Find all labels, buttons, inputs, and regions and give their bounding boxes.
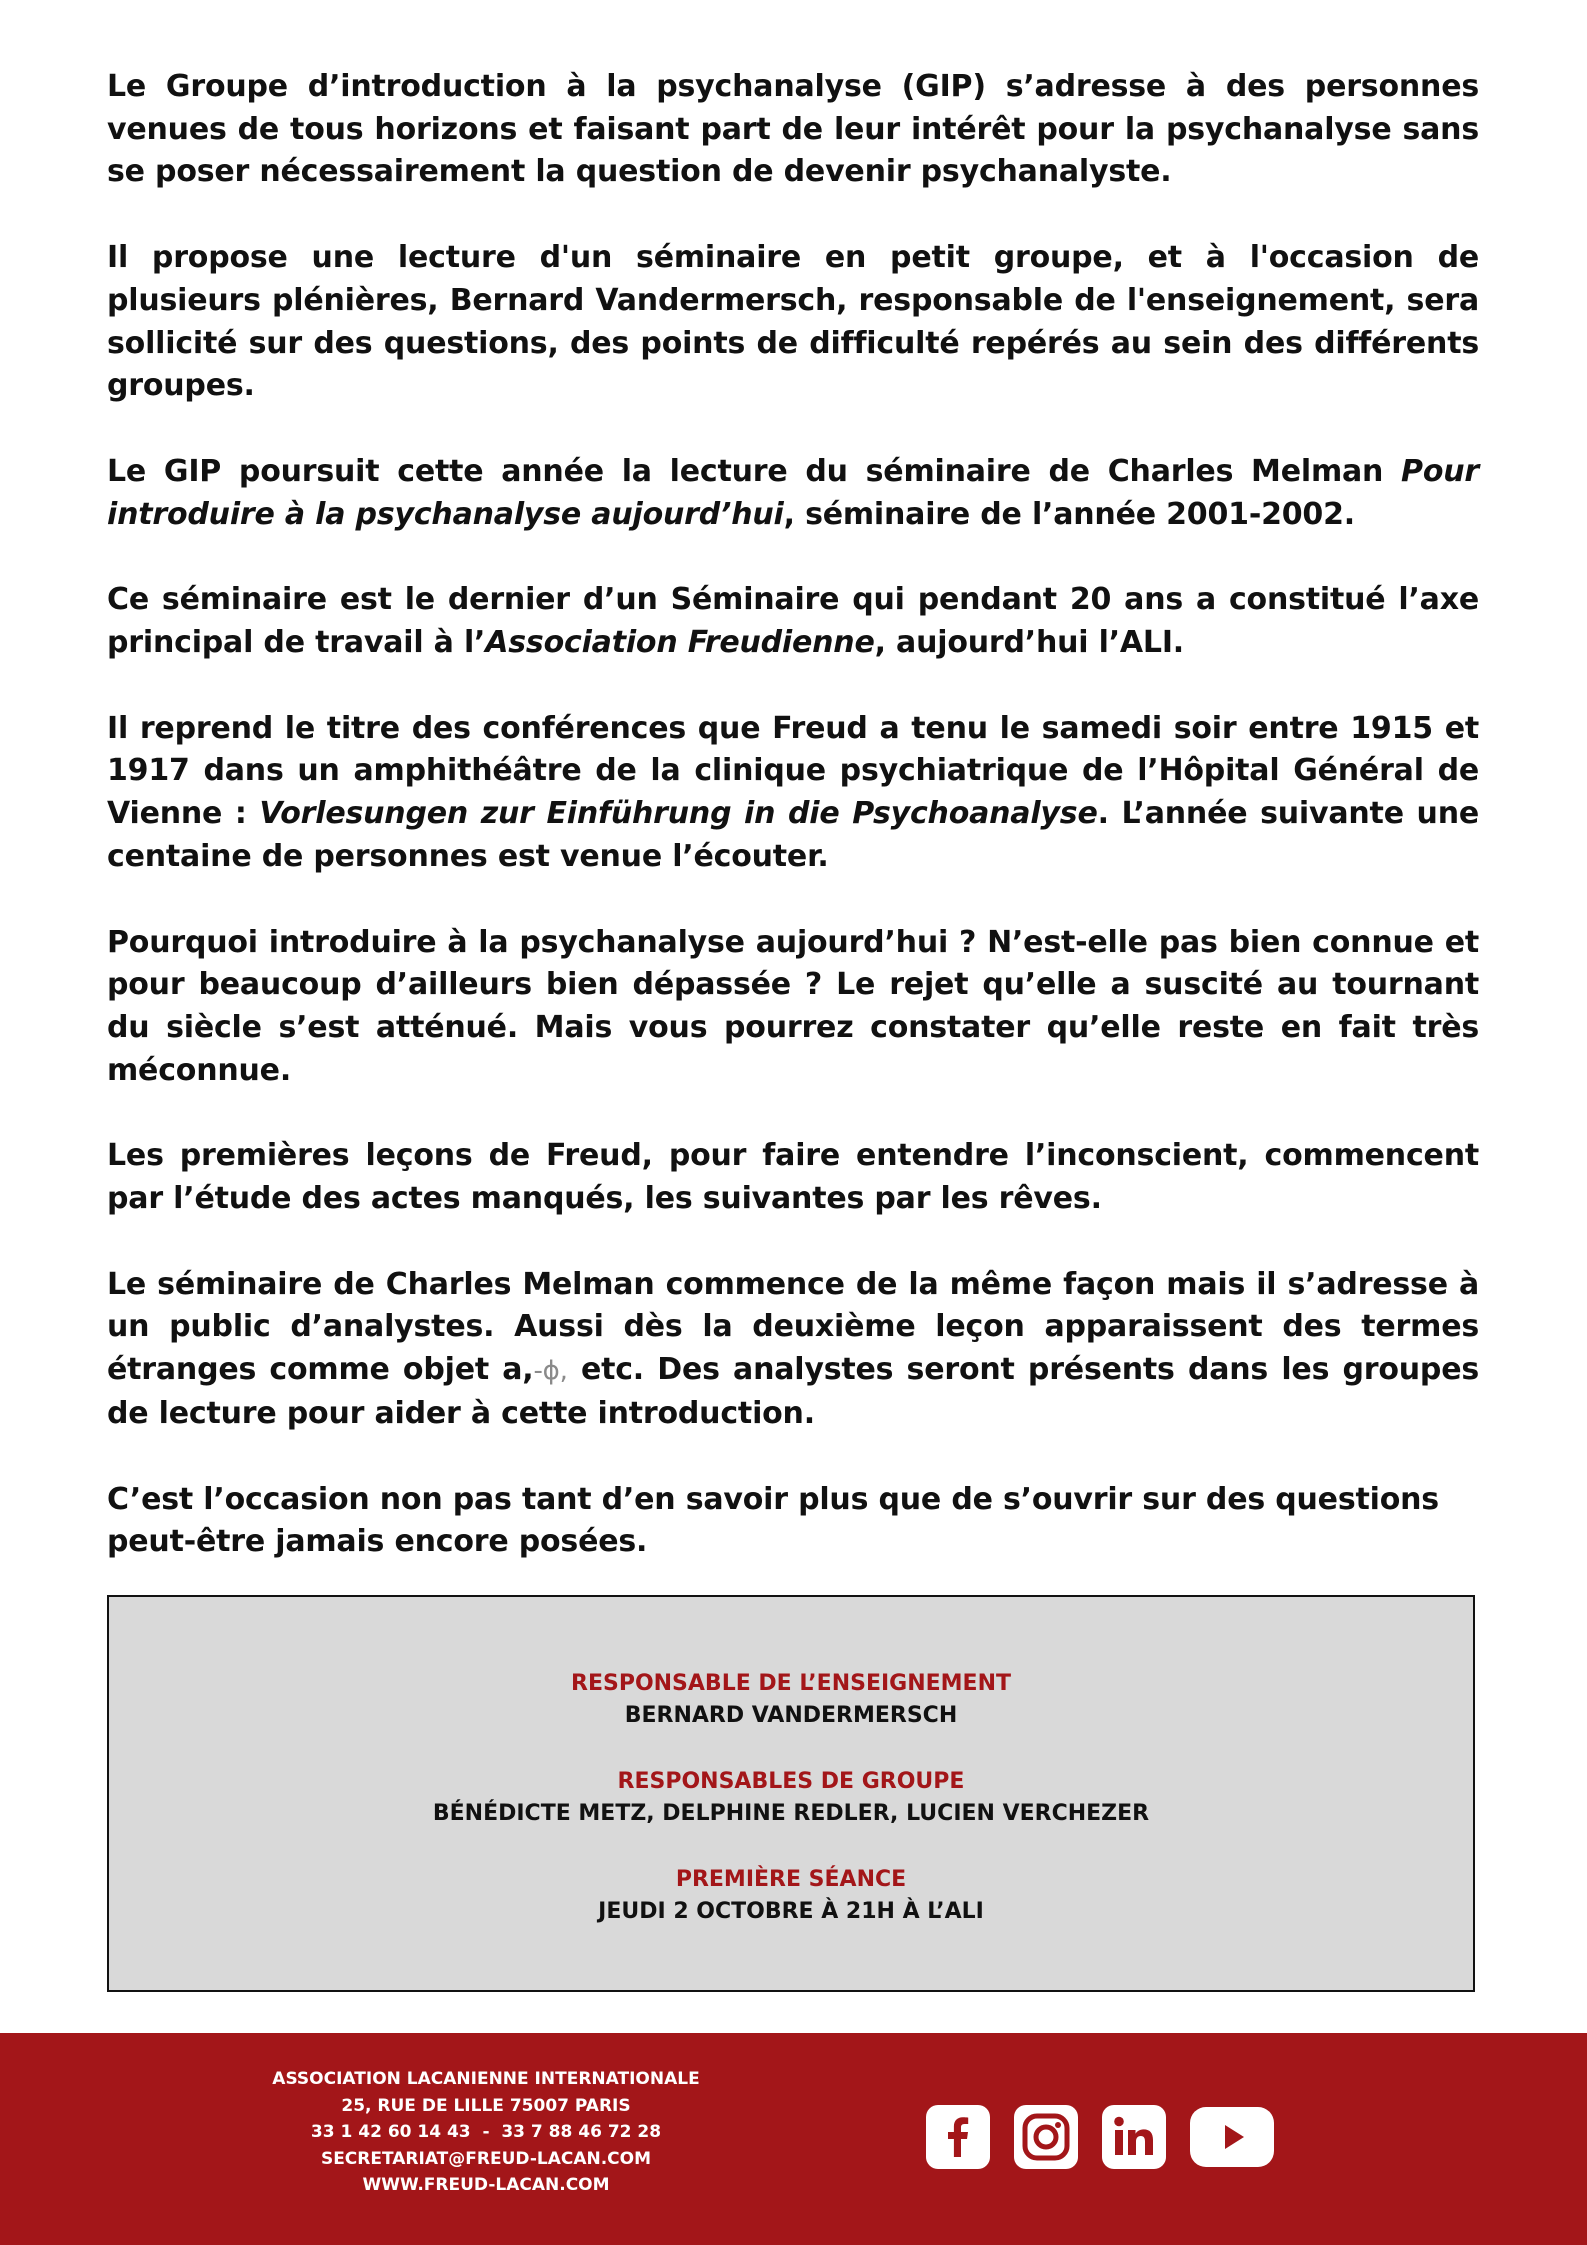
paragraph-melman: [107, 1264, 1479, 1436]
paragraph-freud-text: Il reprend le titre des conférences que Freud a tenu le samedi soir entre 1915 et 1917 dans un amphithéâtre de la clinique psychiatrique de l’Hôpital Général de Vienne :: [107, 710, 1479, 832]
paragraph-history-tail: , aujourd’hui l’ALI.: [874, 625, 1184, 661]
paragraph-closing-line1: C’est l’occasion non pas tant d’en savoir plus que de s’ouvrir sur des questions: [107, 1481, 1439, 1517]
linkedin-icon[interactable]: [1102, 2105, 1166, 2169]
first-session-value: JEUDI 2 OCTOBRE À 21H À L’ALI: [598, 1899, 984, 1924]
paragraph-intro-text: Le Groupe d’introduction à la psychanalyse (GIP) s’adresse à des personnes venues de tous horizons et faisant part de leur intérêt pour la psychanalyse sans se poser nécessairement la question de devenir psychanalyste.: [107, 69, 1479, 190]
seminar-title: Pour introduire à la psychanalyse aujourd’hui: [107, 453, 1479, 532]
footer: [0, 2033, 1587, 2245]
groups-value: BÉNÉDICTE METZ, DELPHINE REDLER, LUCIEN VERCHEZER: [432, 1801, 1150, 1826]
youtube-icon[interactable]: [1190, 2107, 1274, 2167]
paragraph-freud: [107, 708, 1479, 879]
website-link[interactable]: WWW.FREUD-LACAN.COM: [362, 2175, 610, 2195]
instagram-icon[interactable]: [1014, 2105, 1078, 2169]
teaching-value: BERNARD VANDERMERSCH: [624, 1703, 958, 1728]
organization-name: ASSOCIATION LACANIENNE INTERNATIONALE: [272, 2069, 700, 2089]
footer-address: [246, 2066, 726, 2199]
paragraph-why: [107, 922, 1479, 1093]
paragraph-intro: [107, 66, 1479, 194]
paragraph-closing-line2: peut-être jamais encore posées.: [107, 1524, 648, 1560]
lectures-title: Vorlesungen zur Einführung in die Psychoanalyse: [259, 796, 1098, 832]
paragraph-lessons-text: Les premières leçons de Freud, pour faire entendre l’inconscient, commencent par l’étude des actes manqués, les suivantes par les rêves.: [107, 1138, 1479, 1217]
main-content: [107, 66, 1479, 1607]
paragraph-seminar: [107, 451, 1479, 536]
paragraph-why-text: Pourquoi introduire à la psychanalyse aujourd’hui ? N’est-elle pas bien connue et pour beaucoup d’ailleurs bien dépassée ? Le rejet qu’elle a suscité au tournant du siècle s’est atténué. Mais vous pourrez constater qu’elle reste en fait très méconnue.: [107, 924, 1479, 1088]
paragraph-freud-tail: . L’année suivante une centaine de personnes est venue l’écouter.: [107, 796, 1480, 874]
paragraph-melman-tail: etc. Des analystes seront présents dans les groupes de lecture pour aider à cette introduction.: [107, 1352, 1479, 1431]
paragraph-format: [107, 237, 1479, 408]
groups-label: RESPONSABLES DE GROUPE: [617, 1769, 965, 1794]
paragraph-seminar-tail: , séminaire de l’année 2001-2002.: [783, 496, 1355, 532]
paragraph-closing: [107, 1479, 1479, 1564]
paragraph-seminar-text: Le GIP poursuit cette année la lecture du séminaire de Charles Melman: [107, 453, 1402, 489]
minus-phi-symbol: -ϕ,: [533, 1356, 568, 1387]
social-links: [926, 2105, 1274, 2169]
paragraph-history: [107, 579, 1479, 664]
paragraph-history-text: Ce séminaire est le dernier d’un Séminaire qui pendant 20 ans a constitué l’axe principal de travail à l’: [107, 582, 1479, 661]
first-session-label: PREMIÈRE SÉANCE: [675, 1867, 907, 1892]
facebook-icon[interactable]: [926, 2105, 990, 2169]
paragraph-melman-text: Le séminaire de Charles Melman commence de la même façon mais il s’adresse à un public d’analystes. Aussi dès la deuxième leçon apparaissent des termes étranges comme objet a,: [107, 1266, 1479, 1388]
street-address: 25, RUE DE LILLE 75007 PARIS: [341, 2095, 631, 2116]
teaching-label: RESPONSABLE DE L’ENSEIGNEMENT: [571, 1671, 1011, 1696]
paragraph-lessons: [107, 1135, 1479, 1220]
info-box: [107, 1595, 1475, 1992]
paragraph-format-text: Il propose une lecture d'un séminaire en petit groupe, et à l'occasion de plusieurs plénières, Bernard Vandermersch, responsable de l'enseignement, sera sollicité sur des questions, des points de difficulté repérés au sein des différents groupes.: [107, 240, 1479, 404]
phone-numbers: 33 1 42 60 14 43 - 33 7 88 46 72 28: [310, 2122, 662, 2142]
association-name: Association Freudienne: [485, 625, 875, 661]
email-link[interactable]: SECRETARIAT@FREUD-LACAN.COM: [320, 2148, 652, 2169]
